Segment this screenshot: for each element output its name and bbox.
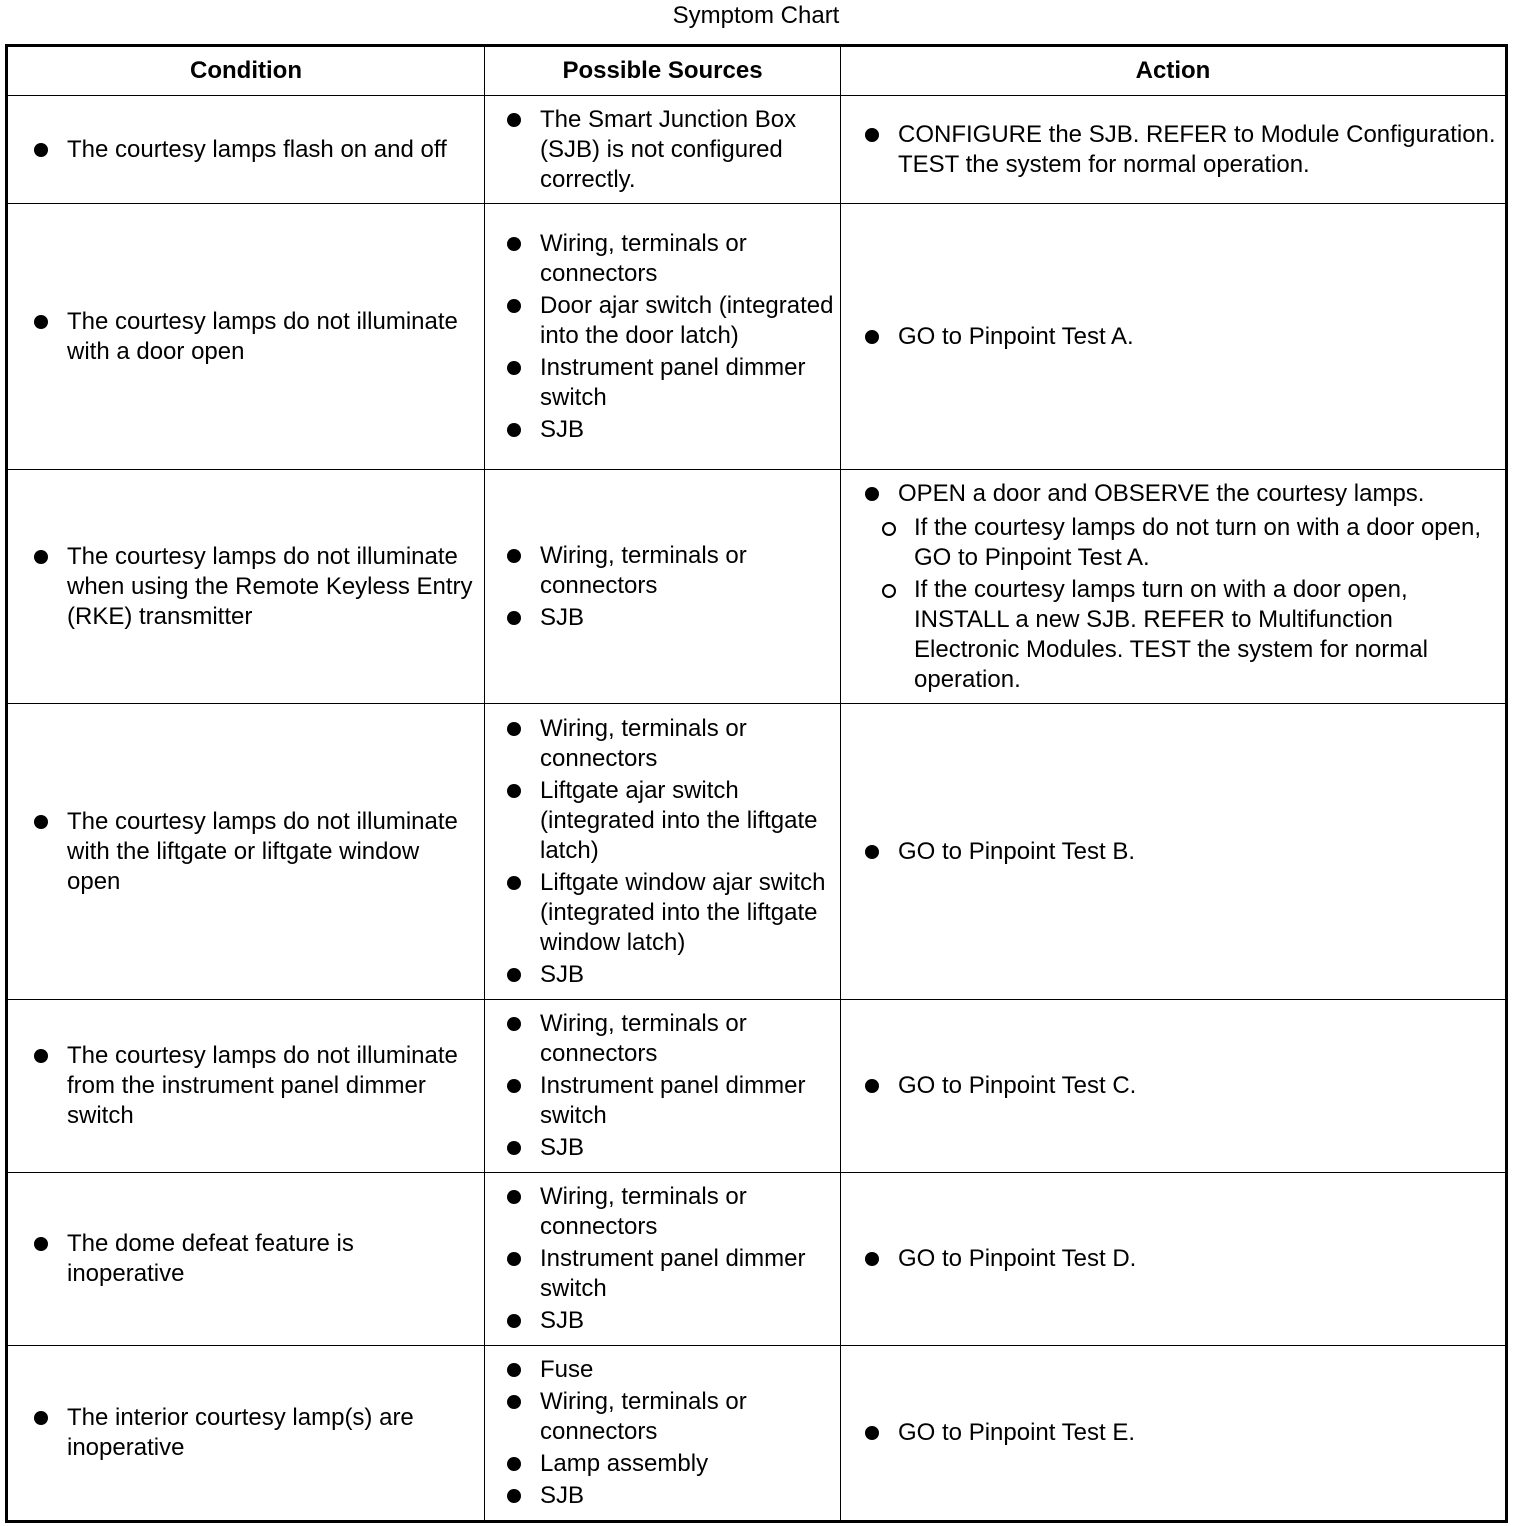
condition-cell: [8, 470, 484, 703]
bullet-icon: [34, 815, 48, 829]
header-condition: Condition: [190, 57, 302, 84]
bullet-icon: [34, 315, 48, 329]
table-row: [8, 1345, 1505, 1520]
header-possible-sources: Possible Sources: [562, 57, 763, 84]
condition-text: The dome defeat feature is inoperative: [67, 1230, 354, 1287]
condition-text: The courtesy lamps flash on and off: [67, 135, 447, 163]
header-action: Action: [1135, 57, 1211, 84]
condition-cell: [8, 1346, 484, 1520]
bullet-icon: [507, 549, 521, 563]
sources-cell: [484, 1000, 840, 1172]
condition-text: The courtesy lamps do not illuminate from the instrument panel dimmer switch: [67, 1042, 458, 1129]
list-item: [863, 837, 1497, 867]
list-item: [505, 229, 834, 289]
header-row: [8, 47, 1505, 95]
source-text: Instrument panel dimmer switch: [540, 353, 806, 411]
action-text: CONFIGURE the SJB. REFER to Module Configuration. TEST the system for normal operation.: [898, 120, 1496, 178]
circle-bullet-icon: [882, 584, 896, 598]
list-item: [505, 415, 834, 445]
source-text: The Smart Junction Box (SJB) is not configured correctly.: [540, 105, 797, 193]
list-item: [505, 714, 834, 774]
table-row: [8, 203, 1505, 469]
condition-cell: [8, 96, 484, 203]
source-text: SJB: [540, 415, 585, 443]
bullet-icon: [34, 550, 48, 564]
symptom-chart-table: [5, 44, 1508, 1523]
action-cell: [840, 204, 1505, 469]
list-item: [505, 1071, 834, 1131]
condition-cell: [8, 1000, 484, 1172]
bullet-icon: [507, 968, 521, 982]
list-item: [505, 1009, 834, 1069]
source-text: Wiring, terminals or connectors: [540, 229, 747, 287]
list-item: [32, 542, 476, 632]
list-item: [505, 353, 834, 413]
list-item: [505, 603, 834, 633]
header-cell-action: [840, 47, 1505, 95]
list-item: [505, 868, 834, 958]
source-text: Instrument panel dimmer switch: [540, 1072, 806, 1129]
bullet-icon: [507, 1314, 521, 1328]
action-cell: [840, 470, 1505, 703]
condition-text: The courtesy lamps do not illuminate with the liftgate or liftgate window open: [67, 807, 458, 895]
source-text: SJB: [540, 1482, 585, 1509]
list-item: [32, 1229, 476, 1289]
sources-cell: [484, 470, 840, 703]
source-text: Fuse: [540, 1356, 594, 1383]
condition-text: The interior courtesy lamp(s) are inoperative: [67, 1404, 414, 1461]
list-item: [863, 322, 1497, 352]
bullet-icon: [865, 330, 879, 344]
table-row: [8, 95, 1505, 203]
source-text: Wiring, terminals or connectors: [540, 1388, 747, 1445]
bullet-icon: [507, 1457, 521, 1471]
list-item: [863, 479, 1497, 509]
action-text: GO to Pinpoint Test A.: [898, 322, 1134, 350]
source-text: Wiring, terminals or connectors: [540, 541, 747, 599]
list-item: [505, 1133, 834, 1163]
table-row: [8, 703, 1505, 999]
bullet-icon: [507, 113, 521, 127]
source-text: Liftgate window ajar switch (integrated into the liftgate window latch): [540, 868, 826, 956]
condition-cell: [8, 1173, 484, 1345]
bullet-icon: [865, 487, 879, 501]
bullet-icon: [865, 1079, 879, 1093]
list-item: [505, 291, 834, 351]
source-text: SJB: [540, 1134, 585, 1161]
list-item: [863, 1244, 1497, 1274]
bullet-icon: [865, 1426, 879, 1440]
list-item: [505, 1182, 834, 1242]
list-item: [505, 105, 834, 195]
bullet-icon: [507, 423, 521, 437]
source-text: Wiring, terminals or connectors: [540, 1183, 747, 1240]
list-item: [863, 1071, 1497, 1101]
bullet-icon: [865, 1252, 879, 1266]
action-text: OPEN a door and OBSERVE the courtesy lamps.: [898, 479, 1425, 507]
action-cell: [840, 1000, 1505, 1172]
list-item: [505, 1306, 834, 1336]
list-item: [32, 807, 476, 897]
list-item: [32, 307, 476, 367]
header-cell-condition: [8, 47, 484, 95]
bullet-icon: [507, 1252, 521, 1266]
source-text: Door ajar switch (integrated into the door latch): [540, 291, 834, 349]
source-text: SJB: [540, 1307, 585, 1334]
circle-bullet-icon: [882, 522, 896, 536]
list-item: [863, 1418, 1497, 1448]
bullet-icon: [507, 784, 521, 798]
bullet-icon: [865, 128, 879, 142]
condition-cell: [8, 704, 484, 999]
sources-cell: [484, 204, 840, 469]
table-row: [8, 999, 1505, 1172]
action-cell: [840, 704, 1505, 999]
source-text: SJB: [540, 603, 585, 631]
bullet-icon: [507, 361, 521, 375]
sources-cell: [484, 96, 840, 203]
table-row: [8, 469, 1505, 703]
source-text: Wiring, terminals or connectors: [540, 714, 747, 772]
source-text: SJB: [540, 960, 585, 988]
bullet-icon: [507, 1395, 521, 1409]
list-item: [505, 1244, 834, 1304]
source-text: Wiring, terminals or connectors: [540, 1010, 747, 1067]
bullet-icon: [34, 1049, 48, 1063]
bullet-icon: [507, 1017, 521, 1031]
condition-text: The courtesy lamps do not illuminate with a door open: [67, 307, 458, 365]
bullet-icon: [507, 299, 521, 313]
list-item: [505, 1387, 834, 1447]
source-text: Lamp assembly: [540, 1450, 709, 1477]
list-item: [505, 541, 834, 601]
condition-cell: [8, 204, 484, 469]
sources-cell: [484, 1173, 840, 1345]
list-item: [32, 1403, 476, 1463]
source-text: Liftgate ajar switch (integrated into the liftgate latch): [540, 776, 818, 864]
list-item: [505, 1449, 834, 1479]
list-item: [863, 120, 1497, 180]
bullet-icon: [865, 845, 879, 859]
list-item: [32, 135, 476, 165]
list-item: [505, 1355, 834, 1385]
action-cell: [840, 96, 1505, 203]
bullet-icon: [34, 1237, 48, 1251]
bullet-icon: [507, 876, 521, 890]
bullet-icon: [507, 1489, 521, 1503]
header-cell-sources: [484, 47, 840, 95]
action-cell: [840, 1346, 1505, 1520]
action-sub-text: If the courtesy lamps do not turn on with a door open, GO to Pinpoint Test A.: [914, 513, 1481, 571]
bullet-icon: [507, 1079, 521, 1093]
bullet-icon: [507, 1363, 521, 1377]
bullet-icon: [507, 1190, 521, 1204]
bullet-icon: [507, 611, 521, 625]
source-text: Instrument panel dimmer switch: [540, 1245, 806, 1302]
action-text: GO to Pinpoint Test C.: [898, 1072, 1137, 1099]
bullet-icon: [34, 143, 48, 157]
table-row: [8, 1172, 1505, 1345]
sub-list-item: [863, 513, 1497, 573]
sources-cell: [484, 704, 840, 999]
list-item: [32, 1041, 476, 1131]
bullet-icon: [507, 237, 521, 251]
list-item: [505, 1481, 834, 1511]
chart-caption: Symptom Chart: [672, 2, 840, 29]
condition-text: The courtesy lamps do not illuminate when using the Remote Keyless Entry (RKE) transmitter: [67, 542, 473, 630]
bullet-icon: [507, 722, 521, 736]
action-text: GO to Pinpoint Test B.: [898, 837, 1136, 865]
action-text: GO to Pinpoint Test D.: [898, 1245, 1137, 1272]
action-sub-text: If the courtesy lamps turn on with a door open, INSTALL a new SJB. REFER to Multifunction Electronic Modules. TEST the system for normal operation.: [914, 575, 1428, 693]
action-cell: [840, 1173, 1505, 1345]
list-item: [505, 776, 834, 866]
sub-list-item: [863, 575, 1497, 695]
list-item: [505, 960, 834, 990]
sources-cell: [484, 1346, 840, 1520]
action-text: GO to Pinpoint Test E.: [898, 1419, 1136, 1446]
bullet-icon: [34, 1411, 48, 1425]
bullet-icon: [507, 1141, 521, 1155]
